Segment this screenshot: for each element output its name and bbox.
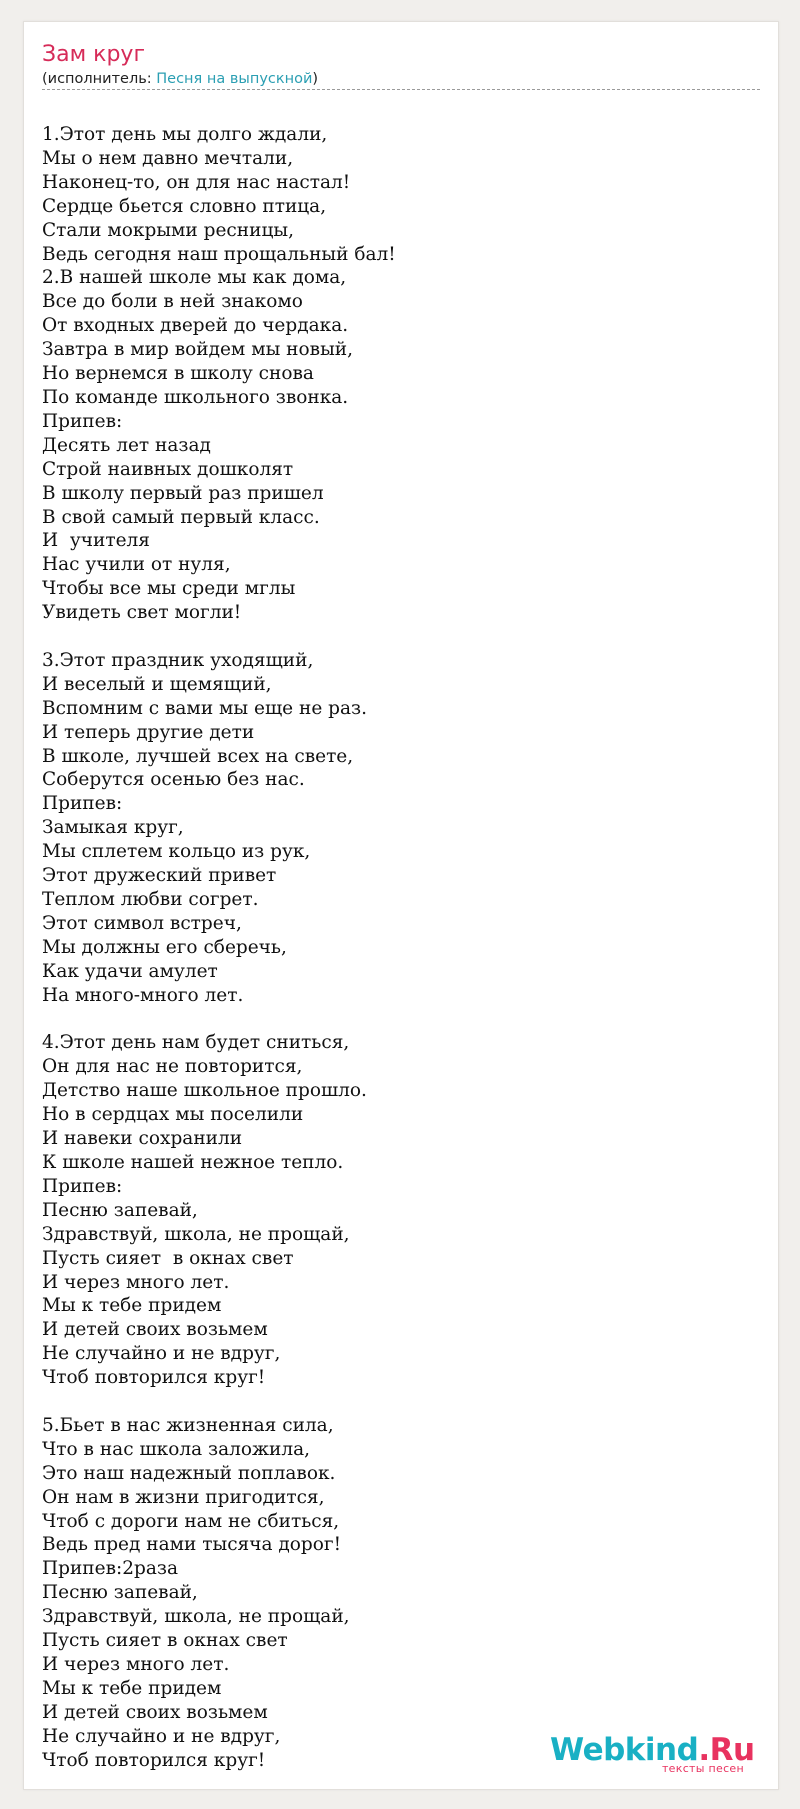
lyrics-text: 1.Этот день мы долго ждали, Мы о нем давно мечтали, Наконец-то, он для нас настал! Сердце бьется словно птица, Стали мокрыми ресницы, Ведь сегодня наш прощальный бал! 2.В нашей школе мы как дома, Все до боли в ней знакомо От входных дверей до чердака. Завтра в мир войдем мы новый, Но вернемся в школу снова По команде школьного звонка. Припев: Десять лет назад Строй наивных дошколят В школу первый раз пришел В свой самый первый класс. И учителя Нас учили от нуля, Чтобы все мы среди мглы Увидеть свет могли! 3.Этот праздник уходящий, И веселый и щемящий, Вспомним с вами мы еще не раз. И теперь другие дети В школе, лучшей всех на свете, Соберутся осенью без нас. Припев: Замыкая круг, Мы сплетем кольцо из рук, Этот дружеский привет Теплом любви согрет. Этот символ встреч, Мы должны его сберечь, Как удачи амулет На много-много лет. 4.Этот день нам будет сниться, Он для нас не повторится, Детство наше школьное прошло. Но в сердцах мы поселили И навеки сохранили К школе нашей нежное тепло. Припев: Песню запевай, Здравствуй, школа, не прощай, Пусть сияет в окнах свет И через много лет. Мы к тебе придем И детей своих возьмем Не случайно и не вдруг, Чтоб повторился круг! 5.Бьет в нас жизненная сила, Что в нас школа заложила, Это наш надежный поплавок. Он нам в жизни пригодится, Чтоб с дороги нам не сбиться, Ведь пред нами тысяча дорог! Припев:2раза Песню запевай, Здравствуй, школа, не прощай, Пусть сияет в окнах свет И через много лет. Мы к тебе придем И детей своих возьмем Не случайно и не вдруг, Чтоб повторился круг! bbox=[42, 124, 396, 1771]
site-logo[interactable] bbox=[550, 1732, 755, 1775]
divider bbox=[42, 89, 760, 90]
artist-suffix: ) bbox=[312, 71, 319, 87]
artist-link[interactable]: Песня на выпускной bbox=[156, 71, 313, 87]
logo-tld: .Ru bbox=[698, 1732, 755, 1768]
lyrics-card bbox=[23, 21, 779, 1790]
song-title: Зам круг bbox=[42, 42, 146, 67]
logo-tagline: тексты песен bbox=[661, 1762, 744, 1775]
artist-prefix: (исполнитель: bbox=[42, 71, 157, 87]
artist-line bbox=[42, 70, 318, 88]
logo-main-text: Webkind bbox=[550, 1732, 699, 1768]
